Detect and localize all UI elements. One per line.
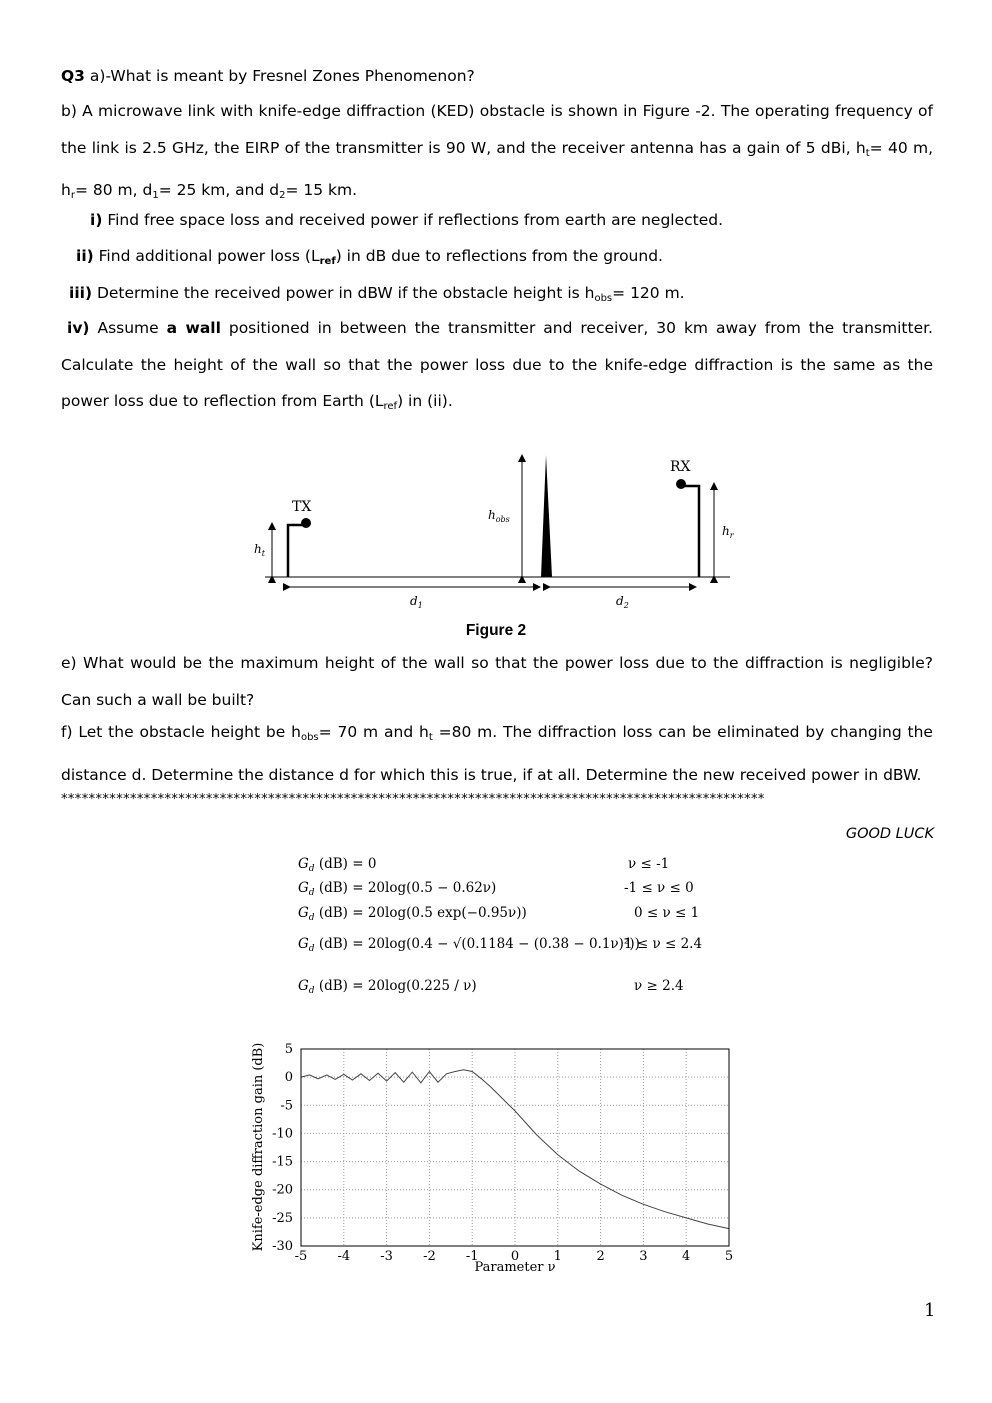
chart-ylabel: Knife-edge diffraction gain (dB)	[251, 1042, 266, 1252]
tx-label: TX	[292, 499, 312, 515]
question-label: Q3	[61, 67, 85, 85]
formula-row: $G_d$ (dB) = 20log(0.5 exp(−0.95ν))	[298, 905, 527, 923]
tx-icon	[301, 518, 311, 528]
chart-frame	[301, 1049, 729, 1246]
x-tick-label: -4	[337, 1249, 351, 1264]
question-b: b) A microwave link with knife-edge diffraction (KED) obstacle is shown in Figure -2. The operating frequency of the link is 2.5 GHz, the EIRP of the transmitter is 90 W, and the receiver antenna has a gain of 5 dBi, $h_t= 40$ m, $h_r= 80$ m, $d_1= 25$ km, and $d_2= 15$ km.	[61, 102, 933, 201]
y-tick-label: -25	[272, 1210, 293, 1226]
figure-caption: Figure 2	[465, 622, 527, 639]
x-tick-label: 1	[553, 1249, 562, 1264]
good-luck: GOOD LUCK	[845, 826, 934, 842]
diffraction-gain-curve	[301, 1070, 729, 1229]
page-number: 1	[924, 1300, 936, 1321]
diffraction-gain-chart	[240, 1035, 750, 1280]
formula-condition: ν ≥ 2.4	[634, 978, 684, 994]
y-tick-label: 5	[284, 1042, 293, 1057]
formula-condition: ν ≤ -1	[628, 856, 670, 872]
y-tick-label: -30	[272, 1239, 293, 1254]
x-tick-label: 3	[639, 1249, 648, 1264]
knife-edge-obstacle	[541, 455, 552, 577]
formula-row: $G_d$ (dB) = 20log(0.5 − 0.62ν)	[298, 880, 497, 898]
x-tick-label: -1	[465, 1249, 479, 1264]
x-tick-label: 2	[596, 1249, 605, 1264]
formula-condition: -1 ≤ ν ≤ 0	[624, 880, 694, 896]
formula-row: $G_d$ (dB) = 20log(0.4 − √(0.1184 − (0.38 − 0.1ν)²))	[298, 936, 640, 954]
question-a	[61, 58, 933, 95]
d2-label: $d_2$	[616, 594, 629, 610]
x-tick-label: 5	[724, 1249, 734, 1264]
x-tick-label: -2	[423, 1249, 436, 1264]
y-tick-label: 0	[284, 1070, 293, 1086]
item-iii: iii) Determine the received power in dBW if the obstacle height is $h_{obs}= 120$ m.	[69, 284, 685, 304]
rx-icon	[676, 479, 686, 489]
item-iv: iv) Assume a wall positioned in between the transmitter and receiver, 30 km away from the transmitter. Calculate the height of the wall so that the power loss due to the knife-edge diffraction is the same as the power loss due to reflection from Earth $(L_{ref})$ in (ii).	[61, 319, 933, 412]
item-i: i) Find free space loss and received power if reflections from earth are neglected.	[90, 211, 724, 229]
hr-label: $h_r$	[722, 524, 734, 540]
x-tick-label: 4	[682, 1249, 691, 1264]
x-tick-label: -5	[294, 1249, 308, 1264]
y-tick-label: -10	[272, 1126, 293, 1142]
formula-row: $G_d$ (dB) = 20log(0.225 / ν)	[298, 978, 477, 996]
tx-antenna	[288, 525, 306, 577]
item-ii: ii) Find additional power loss (Lref) in dB due to reflections from the ground.	[76, 247, 663, 267]
ht-label: $h_t$	[254, 542, 265, 558]
formula-condition: 0 ≤ ν ≤ 1	[634, 905, 700, 921]
question-f: f) Let the obstacle height be $h_{obs}= 70$ m and $h_t =80$ m. The diffraction loss can be eliminated by changing the distance d. Determine the distance d for which this is true, if at all. Determine the new received power in dBW.	[61, 723, 933, 784]
y-tick-label: -20	[272, 1182, 293, 1198]
chart-xlabel: Parameter ν	[474, 1260, 556, 1275]
rx-antenna	[681, 486, 699, 577]
figure-2-diagram	[240, 445, 750, 615]
hobs-label: $h_{obs}$	[488, 508, 510, 524]
formula-row: $G_d$ (dB) = 0	[298, 856, 377, 874]
rx-label: RX	[670, 459, 691, 475]
separator-stars: ******************************************************************************************************	[61, 792, 765, 807]
y-tick-label: -15	[272, 1154, 293, 1170]
question-e: e) What would be the maximum height of the wall so that the power loss due to the diffraction is negligible? Can such a wall be built?	[61, 654, 933, 709]
question-a-text: a)-What is meant by Fresnel Zones Phenomenon?	[84, 67, 475, 85]
d1-label: $d_1$	[410, 594, 423, 610]
x-tick-label: -3	[380, 1249, 393, 1264]
x-tick-label: 0	[510, 1249, 520, 1264]
y-tick-label: -5	[280, 1098, 293, 1114]
formula-condition: 1 ≤ ν ≤ 2.4	[624, 936, 703, 952]
